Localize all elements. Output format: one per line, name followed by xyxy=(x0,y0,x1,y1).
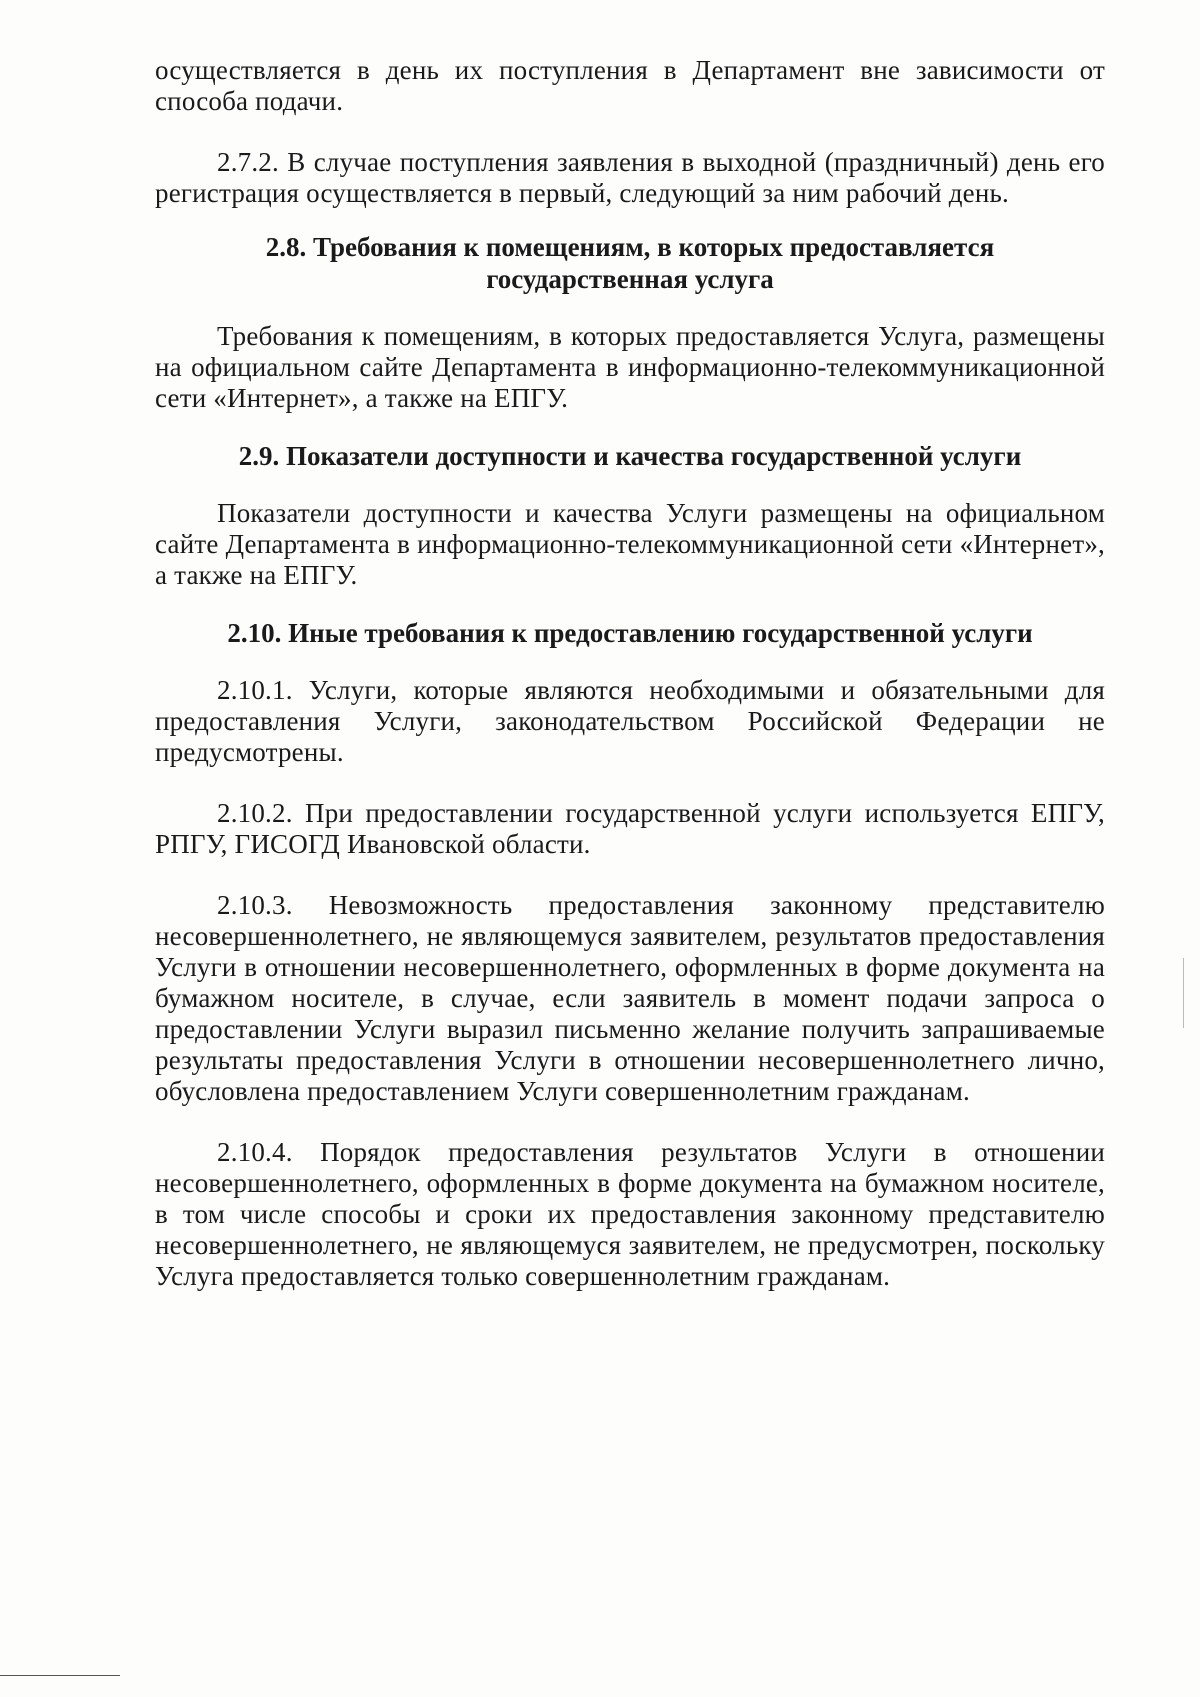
paragraph-2-10-2: 2.10.2. При предоставлении государственной услуги используется ЕПГУ, РПГУ, ГИСОГД Ивановской области. xyxy=(155,798,1105,859)
heading-2-9: 2.9. Показатели доступности и качества государственной услуги xyxy=(238,441,1022,471)
paragraph-2-8-body: Требования к помещениям, в которых предоставляется Услуга, размещены на официальном сайте Департамента в информационно-телекоммуникационной сети «Интернет», а также на ЕПГУ. xyxy=(155,321,1105,413)
heading-2-8-line1: 2.8. Требования к помещениям, в которых предоставляется xyxy=(265,232,995,262)
paragraph-2-10-1: 2.10.1. Услуги, которые являются необходимыми и обязательными для предоставления Услуги, законодательством Российской Федерации не предусмотрены. xyxy=(155,675,1105,767)
paragraph-2-10-4: 2.10.4. Порядок предоставления результатов Услуги в отношении несовершеннолетнего, оформленных в форме документа на бумажном носителе, в том числе способы и сроки их предоставления законному представителю несовершеннолетнего, не являющемуся заявителем, не предусмотрен, поскольку Услуга предоставляется только совершеннолетним гражданам. xyxy=(155,1137,1105,1291)
scan-edge-line xyxy=(0,1675,120,1676)
heading-2-8 xyxy=(155,231,1105,295)
intro-continuation-paragraph: осуществляется в день их поступления в Департамент вне зависимости от способа подачи. xyxy=(155,55,1105,116)
document-body xyxy=(155,55,1105,1292)
paragraph-2-7-2: 2.7.2. В случае поступления заявления в выходной (праздничный) день его регистрация осуществляется в первый, следующий за ним рабочий день. xyxy=(155,147,1105,208)
heading-2-10: 2.10. Иные требования к предоставлению государственной услуги xyxy=(227,618,1033,648)
paragraph-2-9-body: Показатели доступности и качества Услуги размещены на официальном сайте Департамента в информационно-телекоммуникационной сети «Интернет», а также на ЕПГУ. xyxy=(155,498,1105,590)
paragraph-2-10-3: 2.10.3. Невозможность предоставления законному представителю несовершеннолетнего, не являющемуся заявителем, результатов предоставления Услуги в отношении несовершеннолетнего, оформленных в форме документа на бумажном носителе, в случае, если заявитель в момент подачи запроса о предоставлении Услуги выразил письменно желание получить запрашиваемые результаты предоставления Услуги в отношении несовершеннолетнего лично, обусловлена предоставлением Услуги совершеннолетним гражданам. xyxy=(155,890,1105,1106)
heading-2-8-line2: государственная услуга xyxy=(486,264,774,294)
scan-artifact-mark xyxy=(1183,958,1184,1028)
